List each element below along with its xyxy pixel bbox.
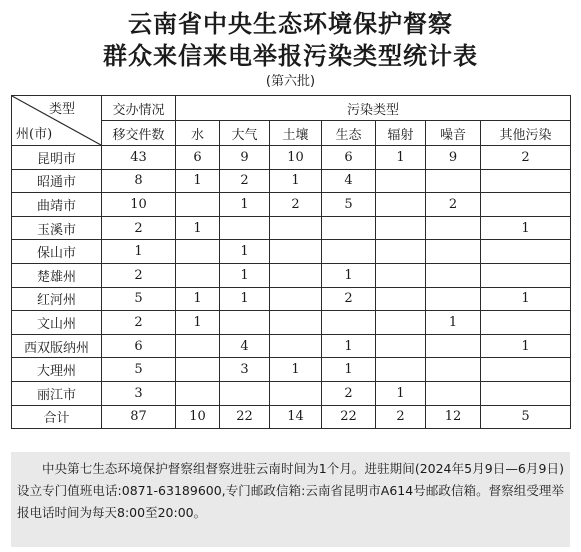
table-cell: 1 — [102, 240, 176, 264]
table-cell: 5 — [481, 405, 571, 429]
table-cell — [176, 263, 220, 287]
table-row — [12, 240, 571, 264]
table-cell — [220, 311, 270, 335]
table-cell: 2 — [102, 311, 176, 335]
title-line-1: 云南省中央生态环境保护督察 — [128, 10, 453, 38]
table-cell: 22 — [322, 405, 376, 429]
table-cell: 1 — [220, 240, 270, 264]
group-handling-header: 交办情况 — [102, 96, 176, 121]
statistics-table — [11, 95, 571, 429]
table-cell — [376, 287, 426, 311]
table-cell — [220, 216, 270, 240]
subtitle: (第六批) — [265, 74, 316, 89]
table-cell: 1 — [376, 381, 426, 405]
table-cell — [426, 334, 481, 358]
table-cell: 1 — [376, 146, 426, 170]
region-name: 曲靖市 — [12, 193, 102, 217]
corner-type-label: 类型 — [48, 102, 75, 117]
table-cell — [376, 311, 426, 335]
table-cell: 1 — [176, 169, 220, 193]
table-cell: 12 — [426, 405, 481, 429]
table-row — [12, 216, 571, 240]
table-cell — [426, 169, 481, 193]
table-cell: 1 — [270, 169, 322, 193]
table-cell: 3 — [102, 381, 176, 405]
table-row — [12, 287, 571, 311]
table-cell: 1 — [176, 311, 220, 335]
table-cell: 2 — [426, 193, 481, 217]
table-cell — [426, 216, 481, 240]
table-cell: 2 — [322, 287, 376, 311]
table-cell: 22 — [220, 405, 270, 429]
region-name: 玉溪市 — [12, 216, 102, 240]
table-cell: 6 — [322, 146, 376, 170]
table-cell: 10 — [102, 193, 176, 217]
table-cell: 1 — [322, 263, 376, 287]
table-cell — [426, 240, 481, 264]
corner-city-label: 州(市) — [16, 127, 53, 142]
table-cell: 5 — [322, 193, 376, 217]
table-cell — [270, 240, 322, 264]
column-header: 土壤 — [270, 121, 322, 146]
table-cell: 1 — [176, 287, 220, 311]
table-cell: 1 — [322, 358, 376, 382]
column-header: 辐射 — [376, 121, 426, 146]
table-cell — [376, 334, 426, 358]
table-cell: 1 — [270, 358, 322, 382]
table-cell — [176, 381, 220, 405]
table-row — [12, 193, 571, 217]
region-name: 合计 — [12, 405, 102, 429]
group-pollution-header: 污染类型 — [176, 96, 571, 121]
table-cell: 14 — [270, 405, 322, 429]
table-cell: 1 — [322, 334, 376, 358]
table-cell: 8 — [102, 169, 176, 193]
note-box: 中央第七生态环境保护督察组督察进驻云南时间为1个月。进驻期间(2024年5月9日—6月9日)设立专门值班电话:0871-63189600,专门邮政信箱:云南省昆明市A614号邮政信箱。督察组受理举报电话时间为每天8:00至20:00。 — [11, 452, 570, 547]
table-cell: 1 — [481, 287, 571, 311]
table-cell: 1 — [220, 287, 270, 311]
region-name: 昆明市 — [12, 146, 102, 170]
table-cell: 5 — [102, 358, 176, 382]
table-cell: 43 — [102, 146, 176, 170]
table-cell — [176, 193, 220, 217]
table-cell — [376, 358, 426, 382]
table-cell — [376, 240, 426, 264]
table-cell — [322, 311, 376, 335]
table-cell — [426, 381, 481, 405]
region-name: 昭通市 — [12, 169, 102, 193]
table-row — [12, 334, 571, 358]
table-cell: 10 — [176, 405, 220, 429]
table-cell — [481, 358, 571, 382]
column-header: 其他污染 — [481, 121, 571, 146]
table-cell — [426, 263, 481, 287]
table-cell — [376, 169, 426, 193]
table-cell — [426, 358, 481, 382]
table-cell — [176, 240, 220, 264]
table-cell: 1 — [481, 216, 571, 240]
title-line-2: 群众来信来电举报污染类型统计表 — [103, 42, 478, 70]
table-cell — [176, 358, 220, 382]
region-name: 大理州 — [12, 358, 102, 382]
table-cell: 2 — [270, 193, 322, 217]
table-cell: 2 — [102, 263, 176, 287]
table-cell: 2 — [220, 169, 270, 193]
table-cell — [481, 381, 571, 405]
table-cell: 1 — [481, 334, 571, 358]
table-cell: 4 — [322, 169, 376, 193]
table-cell — [270, 381, 322, 405]
table-cell — [176, 334, 220, 358]
table-cell — [426, 287, 481, 311]
table-cell — [481, 240, 571, 264]
column-header: 生态 — [322, 121, 376, 146]
table-cell — [376, 263, 426, 287]
table-row — [12, 146, 571, 170]
table-cell: 1 — [220, 193, 270, 217]
table-cell: 3 — [220, 358, 270, 382]
table-cell: 2 — [481, 146, 571, 170]
table-cell: 2 — [322, 381, 376, 405]
table-cell: 9 — [426, 146, 481, 170]
table-cell — [270, 311, 322, 335]
corner-header — [12, 96, 102, 146]
table-cell — [481, 169, 571, 193]
table-cell: 6 — [102, 334, 176, 358]
table-cell: 9 — [220, 146, 270, 170]
table-cell — [270, 263, 322, 287]
table-cell — [376, 216, 426, 240]
table-row — [12, 358, 571, 382]
table-cell — [270, 287, 322, 311]
table-row — [12, 169, 571, 193]
table-cell: 2 — [102, 216, 176, 240]
table-cell — [376, 193, 426, 217]
column-header: 大气 — [220, 121, 270, 146]
region-name: 保山市 — [12, 240, 102, 264]
table-cell — [322, 216, 376, 240]
table-cell: 2 — [376, 405, 426, 429]
table-cell — [270, 334, 322, 358]
table-cell — [220, 381, 270, 405]
table-cell: 5 — [102, 287, 176, 311]
table-cell: 4 — [220, 334, 270, 358]
table-cell: 1 — [176, 216, 220, 240]
column-header: 噪音 — [426, 121, 481, 146]
table-cell — [481, 193, 571, 217]
region-name: 红河州 — [12, 287, 102, 311]
table-cell — [481, 263, 571, 287]
table-cell: 1 — [220, 263, 270, 287]
region-name: 丽江市 — [12, 381, 102, 405]
table-cell — [270, 216, 322, 240]
total-row — [12, 405, 571, 429]
table-row — [12, 311, 571, 335]
table-cell — [322, 240, 376, 264]
region-name: 西双版纳州 — [12, 334, 102, 358]
table-cell — [481, 311, 571, 335]
table-cell: 1 — [426, 311, 481, 335]
table-row — [12, 381, 571, 405]
column-header: 水 — [176, 121, 220, 146]
table-row — [12, 263, 571, 287]
table-cell: 6 — [176, 146, 220, 170]
table-cell: 87 — [102, 405, 176, 429]
column-header: 移交件数 — [102, 121, 176, 146]
table-cell: 10 — [270, 146, 322, 170]
region-name: 文山州 — [12, 311, 102, 335]
region-name: 楚雄州 — [12, 263, 102, 287]
